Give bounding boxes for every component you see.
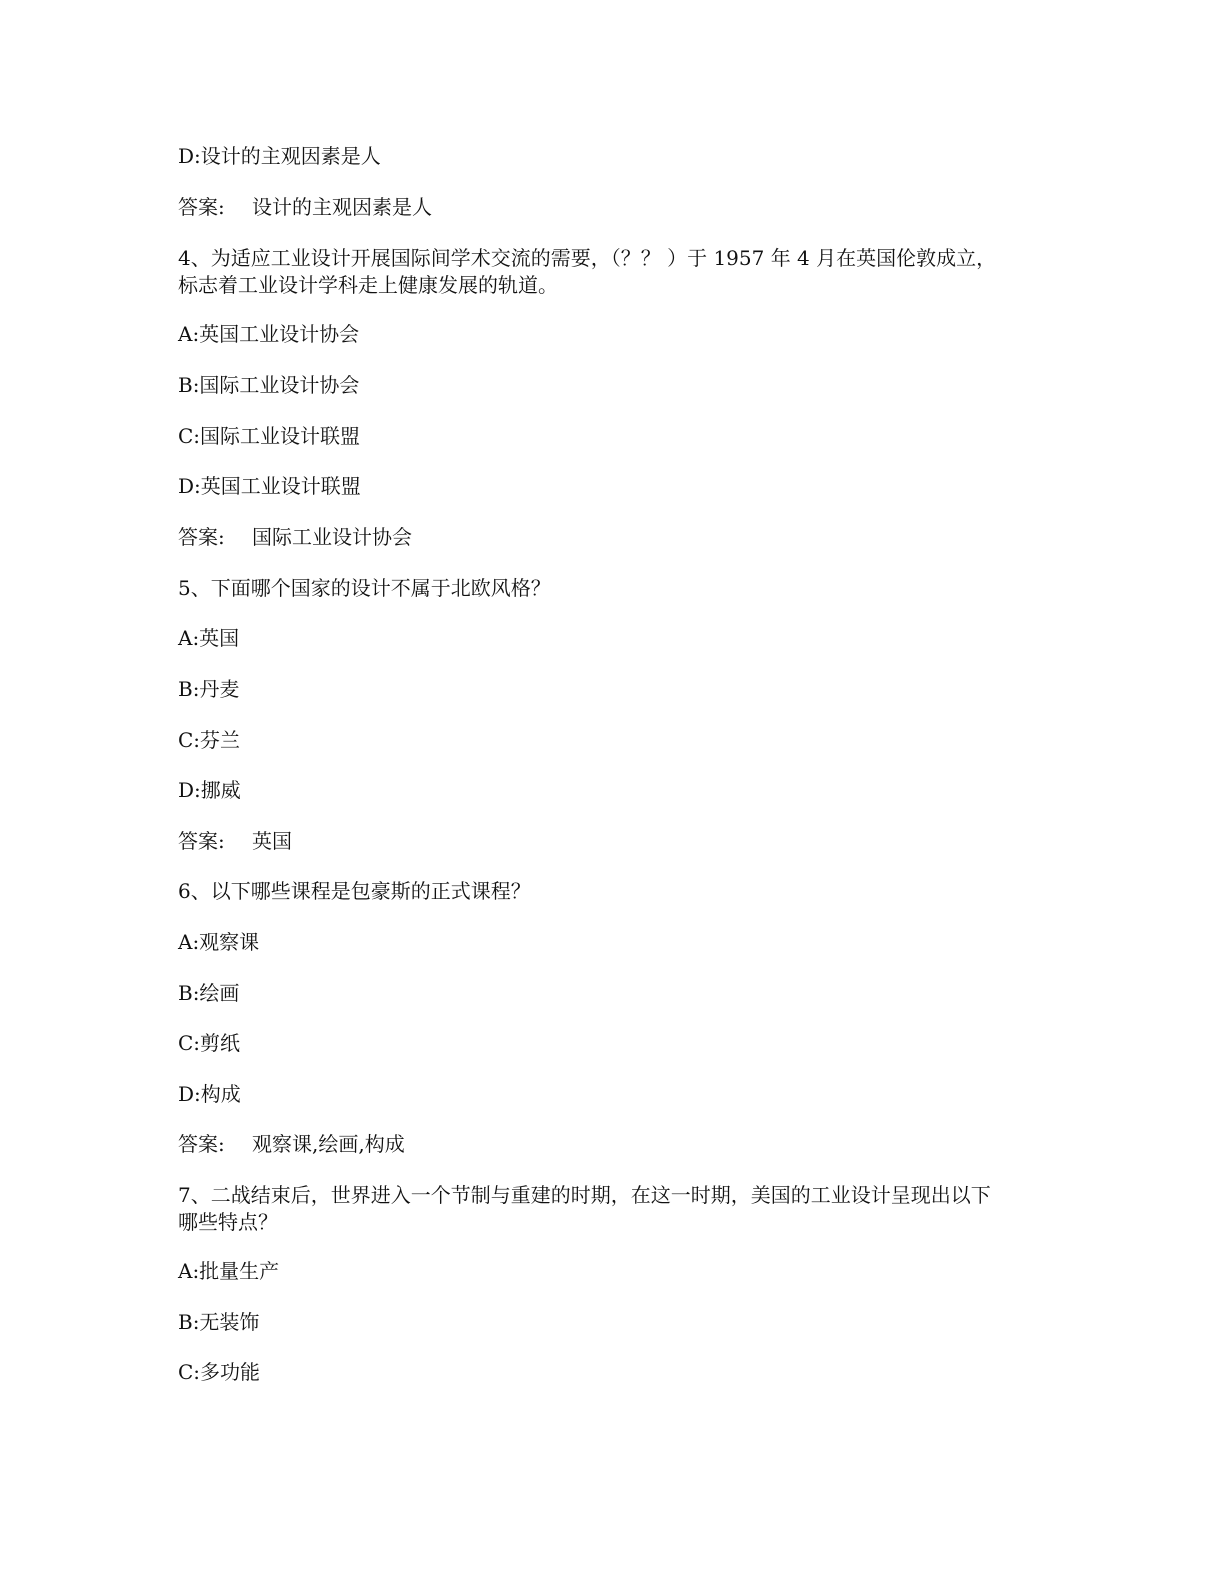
- answer-value: 设计的主观因素是人: [252, 195, 432, 219]
- answer-value: 国际工业设计协会: [252, 525, 412, 549]
- answer-label: 答案:: [178, 1132, 225, 1156]
- option-b-q4: B:国际工业设计协会: [178, 373, 360, 397]
- option-d-q4: D:英国工业设计联盟: [178, 474, 361, 498]
- option-c-q6: C:剪纸: [178, 1031, 241, 1055]
- answer-q4: [178, 524, 1038, 550]
- option-d-q6: D:构成: [178, 1082, 241, 1106]
- option-b-q6: B:绘画: [178, 981, 240, 1005]
- option-a-q7: A:批量生产: [178, 1259, 280, 1283]
- option-a-q4: A:英国工业设计协会: [178, 322, 360, 346]
- answer-q6: [178, 1131, 1038, 1157]
- answer-label: 答案:: [178, 829, 225, 853]
- question-4-line2: 标志着工业设计学科走上健康发展的轨道。: [178, 273, 558, 297]
- answer-value: 观察课,绘画,构成: [252, 1132, 405, 1156]
- option-a-q5: A:英国: [178, 626, 240, 650]
- question-5: 5、下面哪个国家的设计不属于北欧风格？: [178, 576, 551, 600]
- answer-q5: [178, 828, 1038, 854]
- question-7-line1: 7、二战结束后，世界进入一个节制与重建的时期，在这一时期，美国的工业设计呈现出以下: [178, 1183, 991, 1207]
- question-4-line1: 4、为适应工业设计开展国际间学术交流的需要，（？？ ）于 1957 年 4 月在英国伦敦成立，: [178, 246, 997, 270]
- option-c-q5: C:芬兰: [178, 728, 241, 752]
- answer-q3: [178, 194, 1038, 220]
- option-d-q5: D:挪威: [178, 778, 241, 802]
- answer-value: 英国: [252, 829, 292, 853]
- option-a-q6: A:观察课: [178, 930, 260, 954]
- question-6: 6、以下哪些课程是包豪斯的正式课程？: [178, 879, 531, 903]
- question-7-line2: 哪些特点？: [178, 1210, 278, 1234]
- option-b-q5: B:丹麦: [178, 677, 240, 701]
- answer-label: 答案:: [178, 195, 225, 219]
- answer-label: 答案:: [178, 525, 225, 549]
- option-d-q3: D:设计的主观因素是人: [178, 144, 381, 168]
- option-c-q7: C:多功能: [178, 1360, 261, 1384]
- option-c-q4: C:国际工业设计联盟: [178, 424, 361, 448]
- option-b-q7: B:无装饰: [178, 1310, 260, 1334]
